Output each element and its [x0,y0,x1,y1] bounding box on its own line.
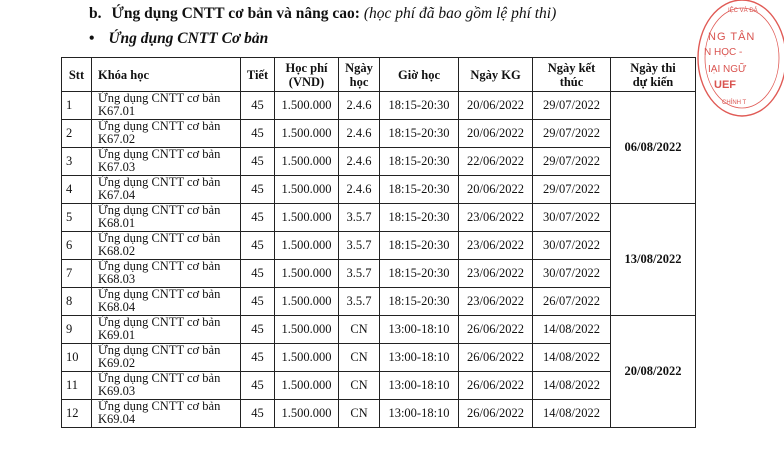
table-header-row [62,58,696,92]
red-seal-stamp [694,0,784,122]
section-title: Ứng dụng CNTT cơ bản và nâng cao: [111,5,360,22]
cell-periods: 45 [241,288,275,316]
cell-course [92,120,241,148]
table-row [62,344,696,372]
course-code: K68.01 [98,215,136,230]
cell-end: 14/08/2022 [533,372,611,400]
table-row [62,148,696,176]
col-header-fee [275,58,339,92]
cell-periods: 45 [241,120,275,148]
cell-periods: 45 [241,316,275,344]
course-name: Ứng dụng CNTT cơ bản [98,203,221,217]
cell-days: CN [339,400,380,428]
cell-course [92,344,241,372]
cell-periods: 45 [241,176,275,204]
section-note: (học phí đã bao gồm lệ phí thi) [363,5,557,22]
col-header-days [339,58,380,92]
col-header-fee-line1: Học phí [285,60,328,75]
col-header-exam-line1: Ngày thi [630,60,676,75]
course-schedule-table [61,57,696,428]
cell-time: 18:15-20:30 [380,148,459,176]
cell-time: 18:15-20:30 [380,204,459,232]
course-code: K69.04 [98,411,136,426]
cell-periods: 45 [241,372,275,400]
cell-end: 29/07/2022 [533,176,611,204]
course-name: Ứng dụng CNTT cơ bản [98,399,221,413]
course-name: Ứng dụng CNTT cơ bản [98,231,221,245]
cell-fee: 1.500.000 [275,92,339,120]
cell-end: 14/08/2022 [533,344,611,372]
cell-stt: 10 [62,344,92,372]
cell-periods: 45 [241,260,275,288]
cell-start: 20/06/2022 [459,92,533,120]
subsection-title: Ứng dụng CNTT Cơ bản [108,30,269,47]
cell-end: 30/07/2022 [533,232,611,260]
table-row [62,288,696,316]
table-row [62,372,696,400]
cell-exam-date: 06/08/2022 [611,92,696,204]
course-name: Ứng dụng CNTT cơ bản [98,259,221,273]
seal-text: NG TÂN [708,31,756,43]
cell-end: 14/08/2022 [533,316,611,344]
cell-course [92,372,241,400]
col-header-stt: Stt [62,58,92,92]
cell-fee: 1.500.000 [275,260,339,288]
cell-time: 18:15-20:30 [380,232,459,260]
cell-days: CN [339,316,380,344]
cell-time: 18:15-20:30 [380,92,459,120]
cell-time: 18:15-20:30 [380,260,459,288]
cell-days: CN [339,344,380,372]
course-code: K68.04 [98,299,136,314]
col-header-days-line2: học [349,74,369,89]
cell-start: 22/06/2022 [459,148,533,176]
cell-periods: 45 [241,400,275,428]
cell-start: 23/06/2022 [459,260,533,288]
cell-stt: 9 [62,316,92,344]
cell-periods: 45 [241,92,275,120]
cell-course [92,176,241,204]
table-row [62,400,696,428]
cell-course [92,288,241,316]
col-header-exam [611,58,696,92]
cell-periods: 45 [241,232,275,260]
seal-text: IỆC VÀ ĐẢ [728,8,758,14]
seal-text: IẠI NGỮ [708,64,747,75]
course-code: K67.02 [98,131,136,146]
cell-start: 23/06/2022 [459,204,533,232]
cell-fee: 1.500.000 [275,204,339,232]
cell-stt: 8 [62,288,92,316]
col-header-exam-line2: dự kiến [632,74,674,89]
cell-end: 29/07/2022 [533,148,611,176]
course-code: K69.03 [98,383,136,398]
course-name: Ứng dụng CNTT cơ bản [98,371,221,385]
cell-time: 13:00-18:10 [380,344,459,372]
cell-course [92,400,241,428]
cell-course [92,260,241,288]
course-name: Ứng dụng CNTT cơ bản [98,119,221,133]
cell-start: 20/06/2022 [459,176,533,204]
cell-stt: 7 [62,260,92,288]
section-marker: b. [89,5,102,22]
cell-start: 23/06/2022 [459,288,533,316]
col-header-time: Giờ học [380,58,459,92]
seal-text: N HỌC - [704,47,743,58]
course-code: K68.03 [98,271,136,286]
cell-course [92,204,241,232]
cell-stt: 4 [62,176,92,204]
cell-course [92,316,241,344]
cell-end: 29/07/2022 [533,92,611,120]
table-row [62,232,696,260]
cell-days: 3.5.7 [339,260,380,288]
col-header-end-line2: thúc [559,74,584,89]
cell-stt: 3 [62,148,92,176]
cell-days: 3.5.7 [339,204,380,232]
cell-stt: 5 [62,204,92,232]
table-row [62,176,696,204]
course-name: Ứng dụng CNTT cơ bản [98,147,221,161]
cell-course [92,92,241,120]
cell-time: 13:00-18:10 [380,372,459,400]
cell-start: 26/06/2022 [459,400,533,428]
cell-fee: 1.500.000 [275,232,339,260]
cell-stt: 6 [62,232,92,260]
course-code: K67.03 [98,159,136,174]
cell-start: 26/06/2022 [459,316,533,344]
cell-end: 26/07/2022 [533,288,611,316]
section-heading [89,5,556,23]
course-code: K69.01 [98,327,136,342]
cell-days: 2.4.6 [339,148,380,176]
cell-end: 29/07/2022 [533,120,611,148]
cell-course [92,148,241,176]
cell-fee: 1.500.000 [275,372,339,400]
cell-stt: 2 [62,120,92,148]
cell-start: 20/06/2022 [459,120,533,148]
bullet: • [89,30,95,47]
cell-exam-date: 13/08/2022 [611,204,696,316]
col-header-days-line1: Ngày [345,60,373,75]
cell-time: 18:15-20:30 [380,120,459,148]
cell-end: 14/08/2022 [533,400,611,428]
cell-days: 3.5.7 [339,288,380,316]
cell-days: 3.5.7 [339,232,380,260]
course-name: Ứng dụng CNTT cơ bản [98,315,221,329]
col-header-periods: Tiết [241,58,275,92]
course-name: Ứng dụng CNTT cơ bản [98,91,221,105]
cell-time: 18:15-20:30 [380,288,459,316]
table-row [62,260,696,288]
cell-stt: 12 [62,400,92,428]
subsection-heading [89,30,268,48]
cell-start: 23/06/2022 [459,232,533,260]
col-header-course: Khóa học [92,58,241,92]
course-name: Ứng dụng CNTT cơ bản [98,175,221,189]
cell-time: 13:00-18:10 [380,400,459,428]
col-header-start: Ngày KG [459,58,533,92]
cell-course [92,232,241,260]
seal-text: CHÍNH T [722,100,747,106]
cell-periods: 45 [241,344,275,372]
cell-days: 2.4.6 [339,176,380,204]
cell-start: 26/06/2022 [459,372,533,400]
course-name: Ứng dụng CNTT cơ bản [98,287,221,301]
col-header-end-line1: Ngày kết [547,60,596,75]
cell-start: 26/06/2022 [459,344,533,372]
cell-time: 13:00-18:10 [380,316,459,344]
course-code: K67.04 [98,187,136,202]
cell-fee: 1.500.000 [275,176,339,204]
seal-text: UEF [714,79,736,91]
cell-stt: 11 [62,372,92,400]
cell-days: 2.4.6 [339,92,380,120]
cell-stt: 1 [62,92,92,120]
cell-days: 2.4.6 [339,120,380,148]
table-row [62,92,696,120]
cell-exam-date: 20/08/2022 [611,316,696,428]
course-code: K67.01 [98,103,136,118]
cell-fee: 1.500.000 [275,400,339,428]
col-header-end [533,58,611,92]
cell-periods: 45 [241,148,275,176]
cell-fee: 1.500.000 [275,120,339,148]
table-row [62,316,696,344]
course-code: K68.02 [98,243,136,258]
cell-fee: 1.500.000 [275,148,339,176]
cell-days: CN [339,372,380,400]
cell-fee: 1.500.000 [275,316,339,344]
course-name: Ứng dụng CNTT cơ bản [98,343,221,357]
cell-end: 30/07/2022 [533,260,611,288]
table-body [62,92,696,428]
cell-end: 30/07/2022 [533,204,611,232]
cell-fee: 1.500.000 [275,344,339,372]
cell-periods: 45 [241,204,275,232]
table-row [62,120,696,148]
table-row [62,204,696,232]
cell-time: 18:15-20:30 [380,176,459,204]
course-code: K69.02 [98,355,136,370]
col-header-fee-line2: (VND) [288,74,325,89]
cell-fee: 1.500.000 [275,288,339,316]
